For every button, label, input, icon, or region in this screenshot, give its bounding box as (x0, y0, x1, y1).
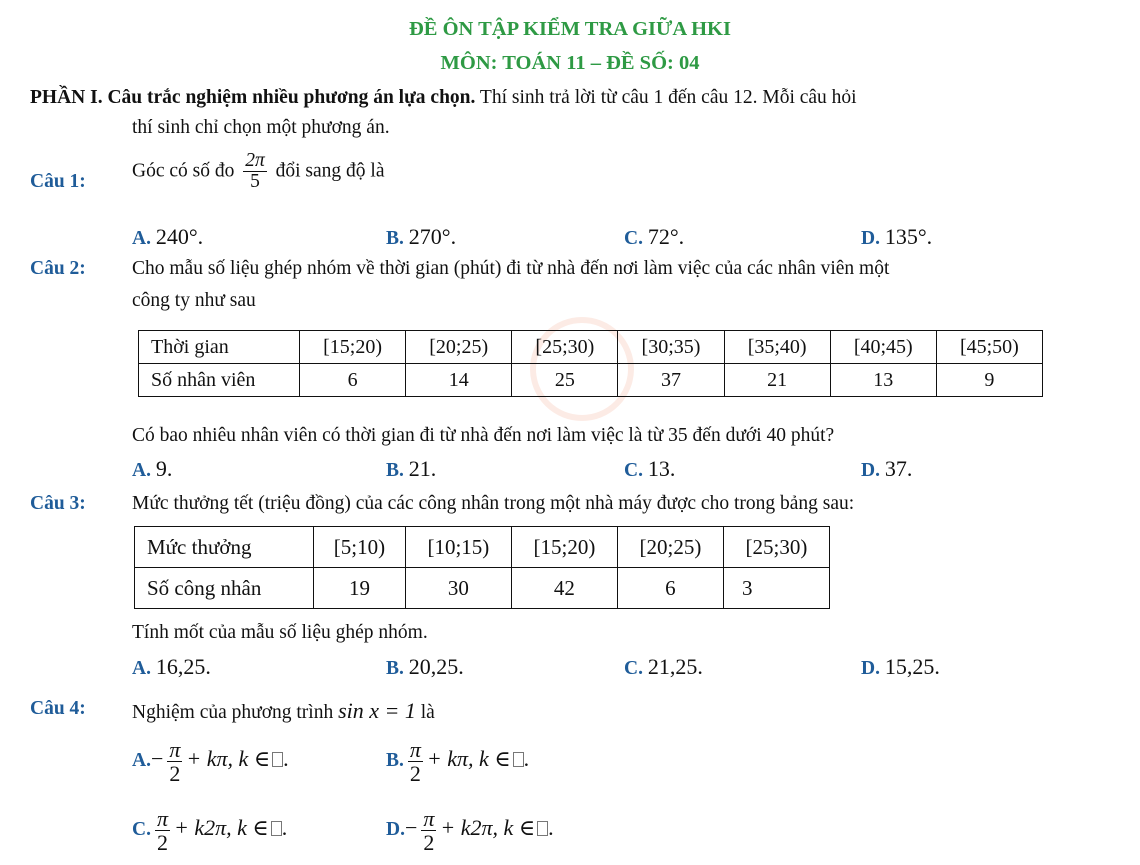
exam-title: ĐỀ ÔN TẬP KIỂM TRA GIỮA HKI (409, 18, 731, 40)
q4-option-d: D.− $\frac{\pi}{2}$ + k2π, k ∈ . (386, 806, 554, 856)
set-symbol-icon (537, 821, 548, 836)
count-cell: 13 (830, 364, 936, 397)
table-row (135, 568, 830, 609)
q2-text-line2: công ty như sau (132, 290, 256, 311)
q3-label: Câu 3: (30, 493, 86, 514)
q1-text-after: đổi sang độ là (275, 160, 385, 182)
interval-cell: [15;20) (511, 527, 617, 568)
interval-cell: [20;25) (617, 527, 723, 568)
part1-heading: PHẦN I. Câu trắc nghiệm nhiều phương án lựa chọn. (30, 87, 476, 108)
q1-frac-den: 5 (250, 171, 260, 193)
q1-text (132, 151, 385, 193)
q3-text: Mức thưởng tết (triệu đồng) của các công nhân trong một nhà máy được cho trong bảng sau: (132, 493, 855, 514)
q2-question: Có bao nhiêu nhân viên có thời gian đi từ nhà đến nơi làm việc là từ 35 đến dưới 40 phút? (132, 425, 835, 446)
q4-text-after: là (420, 702, 435, 723)
q2-option-b: B. 21. (386, 456, 437, 481)
count-cell: 6 (617, 568, 723, 609)
count-cell: 21 (724, 364, 830, 397)
table-row (139, 364, 1043, 397)
q2-text-line1: Cho mẫu số liệu ghép nhóm về thời gian (phút) đi từ nhà đến nơi làm việc của các nhân viên một (132, 258, 890, 279)
part1-instruction-a: Thí sinh trả lời từ câu 1 đến câu 12. Mỗi câu hỏi (475, 87, 857, 108)
q2-table (138, 330, 1043, 397)
table-row (135, 527, 830, 568)
q1-frac-num: 2π (245, 150, 265, 171)
count-cell: 25 (512, 364, 618, 397)
q3-option-c: C. 21,25. (624, 654, 703, 679)
q3-option-a: A. 16,25. (132, 654, 211, 679)
table-row (139, 331, 1043, 364)
table-header-cell: Mức thưởng (135, 527, 314, 568)
interval-cell: [5;10) (314, 527, 406, 568)
q1-option-d: D. 135°. (861, 224, 933, 249)
q3-table (134, 526, 830, 609)
q1-text-before: Góc có số đo (132, 160, 235, 182)
table-header-cell: Số nhân viên (139, 364, 300, 397)
count-cell: 42 (511, 568, 617, 609)
q4-option-a: A.− $\frac{\pi}{2}$ + kπ, k ∈ . (132, 737, 289, 787)
interval-cell: [30;35) (618, 331, 724, 364)
part1-instruction-b: thí sinh chỉ chọn một phương án. (132, 117, 390, 138)
part1-instruction (30, 87, 1120, 109)
q3-question: Tính mốt của mẫu số liệu ghép nhóm. (132, 622, 428, 643)
count-cell: 37 (618, 364, 724, 397)
q2-option-d: D. 37. (861, 456, 913, 481)
count-cell: 6 (300, 364, 406, 397)
interval-cell: [15;20) (300, 331, 406, 364)
q3-option-b: B. 20,25. (386, 654, 464, 679)
q1-option-a: A. 240°. (132, 224, 204, 249)
count-cell: 30 (405, 568, 511, 609)
interval-cell: [25;30) (512, 331, 618, 364)
count-cell: 19 (314, 568, 406, 609)
table-header-cell: Số công nhân (135, 568, 314, 609)
set-symbol-icon (272, 752, 283, 767)
count-cell: 9 (936, 364, 1042, 397)
q2-label: Câu 2: (30, 258, 86, 279)
set-symbol-icon (513, 752, 524, 767)
q4-text (132, 698, 435, 724)
q2-option-a: A. 9. (132, 456, 173, 481)
count-cell: 14 (406, 364, 512, 397)
q1-label: Câu 1: (30, 171, 86, 192)
q4-equation: sin x = 1 (338, 698, 416, 723)
q2-option-c: C. 13. (624, 456, 676, 481)
q4-option-b: B. $\frac{\pi}{2}$ + kπ, k ∈ . (386, 737, 530, 787)
exam-subtitle: MÔN: TOÁN 11 – ĐỀ SỐ: 04 (440, 52, 700, 74)
q4-text-before: Nghiệm của phương trình (132, 702, 334, 723)
q1-fraction (243, 151, 267, 193)
interval-cell: [20;25) (406, 331, 512, 364)
q1-option-c: C. 72°. (624, 224, 685, 249)
q4-option-c: C. $\frac{\pi}{2}$ + k2π, k ∈ . (132, 806, 288, 856)
q1-option-b: B. 270°. (386, 224, 457, 249)
interval-cell: [40;45) (830, 331, 936, 364)
q4-label: Câu 4: (30, 698, 86, 719)
interval-cell: [45;50) (936, 331, 1042, 364)
table-header-cell: Thời gian (139, 331, 300, 364)
interval-cell: [25;30) (723, 527, 829, 568)
interval-cell: [35;40) (724, 331, 830, 364)
set-symbol-icon (271, 821, 282, 836)
q3-option-d: D. 15,25. (861, 654, 940, 679)
count-cell: 3 (723, 568, 829, 609)
interval-cell: [10;15) (405, 527, 511, 568)
